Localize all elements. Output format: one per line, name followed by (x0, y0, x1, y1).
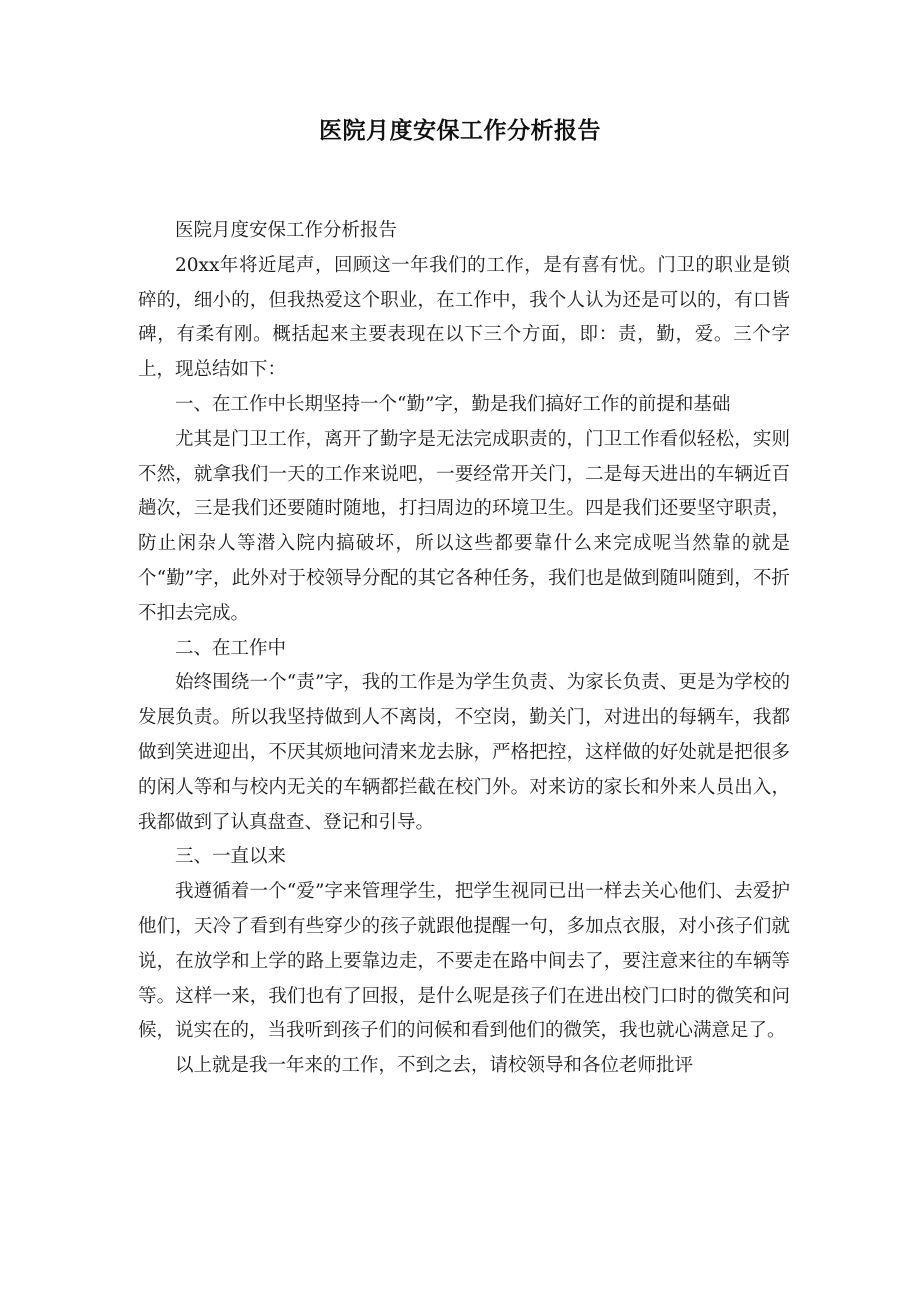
section-heading-1: 一、在工作中长期坚持一个“勤”字，勤是我们搞好工作的前提和基础 (175, 393, 731, 415)
section-heading-2: 二、在工作中 (175, 637, 287, 659)
section-heading-3: 三、一直以来 (175, 846, 287, 868)
intro-paragraph: 20xx年将近尾声，回顾这一年我们的工作，是有喜有忧。门卫的职业是锁碎的，细小的，但我热爱这个职业，在工作中，我个人认为还是可以的，有口皆碑，有柔有刚。概括起来主要表现在以下三个方面，即：责，勤，爱。三个字上，现总结如下： (138, 254, 790, 381)
section-1-paragraph: 尤其是门卫工作，离开了勤字是无法完成职责的，门卫工作看似轻松，实则不然，就拿我们一天的工作来说吧，一要经常开关门，二是每天进出的车辆近百趟次，三是我们还要随时随地，打扫周边的环境卫生。四是我们还要坚守职责，防止闲杂人等潜入院内搞破坏，所以这些都要靠什么来完成呢当然靠的就是个“勤”字，此外对于校领导分配的其它各种任务，我们也是做到随叫随到，不折不扣去完成。 (138, 428, 790, 624)
section-3-paragraph: 我遵循着一个“爱”字来管理学生，把学生视同已出一样去关心他们、去爱护他们，天冷了看到有些穿少的孩子就跟他提醒一句，多加点衣服，对小孩子们就说，在放学和上学的路上要靠边走，不要走在路中间去了，要注意来往的车辆等等。这样一来，我们也有了回报，是什么呢是孩子们在进出校门口时的微笑和问候，说实在的，当我听到孩子们的问候和看到他们的微笑，我也就心满意足了。 (138, 881, 790, 1042)
section-2-paragraph: 始终围绕一个“责”字，我的工作是为学生负责、为家长负责、更是为学校的发展负责。所以我坚持做到人不离岗，不空岗，勤关门，对进出的每辆车，我都做到笑进迎出，不厌其烦地问清来龙去脉，严格把控，这样做的好处就是把很多的闲人等和与校内无关的车辆都拦截在校门外。对来访的家长和外来人员出入，我都做到了认真盘查、登记和引导。 (138, 672, 790, 833)
subtitle-paragraph: 医院月度安保工作分析报告 (175, 220, 398, 241)
closing-paragraph: 以上就是我一年来的工作，不到之去，请校领导和各位老师批评 (175, 1055, 694, 1077)
document-body (138, 214, 790, 1084)
page-title: 医院月度安保工作分析报告 (319, 118, 601, 144)
